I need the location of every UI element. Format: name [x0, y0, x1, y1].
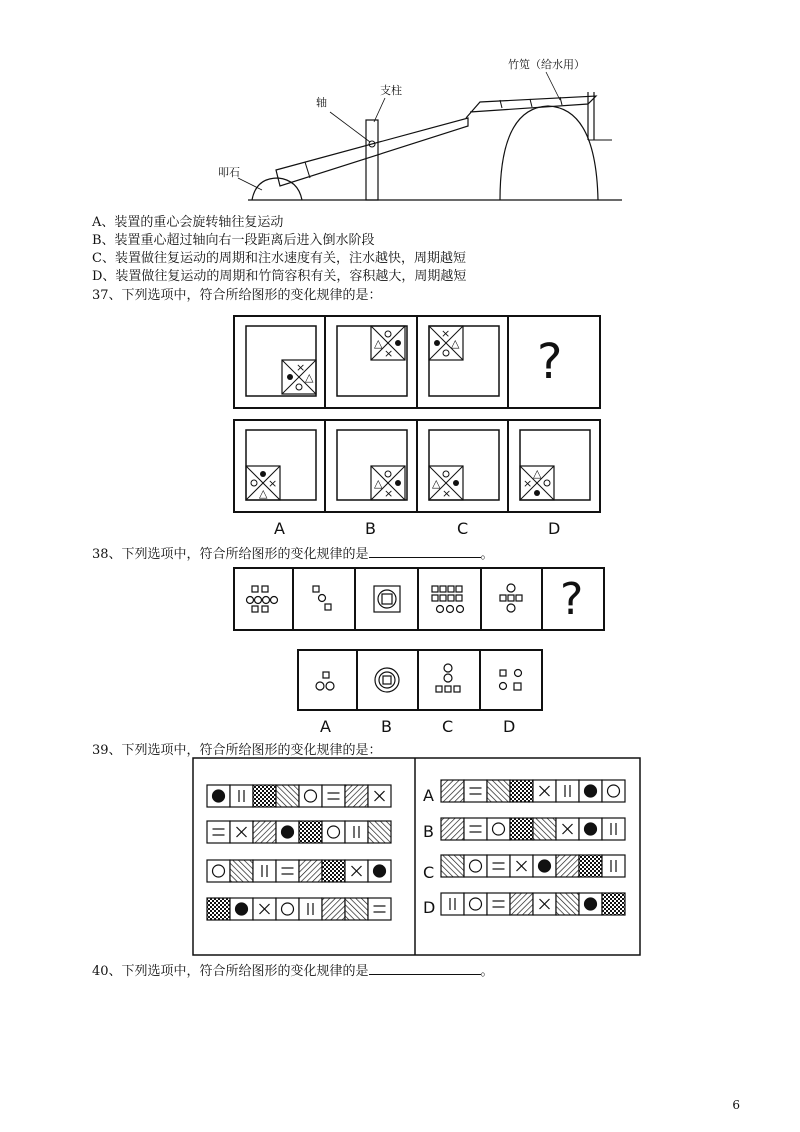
svg-text:△: △ — [451, 337, 460, 350]
strip-cell — [510, 893, 533, 915]
q36-option-a: A、装置的重心会旋转轴往复运动 — [92, 215, 284, 230]
q38-option-a[interactable]: A — [320, 717, 331, 736]
strip-cell — [464, 818, 487, 840]
strip-cell — [533, 818, 556, 840]
svg-text:×: × — [442, 487, 452, 500]
svg-text:×: × — [268, 477, 278, 490]
strip-cell — [602, 780, 625, 802]
strip-cell — [253, 821, 276, 843]
strip-cell — [276, 860, 299, 882]
label-bamboo: 竹笕（给水用） — [508, 58, 585, 71]
svg-text:×: × — [296, 361, 306, 374]
strip-cell — [602, 893, 625, 915]
strip-cell — [276, 785, 299, 807]
svg-text:×: × — [384, 347, 394, 360]
page-number: 6 — [732, 1098, 740, 1112]
strip-cell — [345, 785, 368, 807]
strip-cell — [253, 785, 276, 807]
strip-cell — [230, 785, 253, 807]
strip-cell — [230, 860, 253, 882]
strip-cell — [556, 780, 579, 802]
strip-cell — [276, 898, 299, 920]
q37-option-a[interactable]: A — [274, 519, 285, 538]
strip-cell — [464, 855, 487, 877]
q38-option-c[interactable]: C — [442, 717, 454, 736]
label-axis: 轴 — [316, 96, 327, 109]
q39-stem: 39、下列选项中，符合所给图形的变化规律的是： — [92, 743, 382, 758]
strip-cell — [322, 860, 345, 882]
strip-cell — [299, 785, 322, 807]
strip-cell — [487, 780, 510, 802]
q38-option-d[interactable]: D — [503, 717, 516, 736]
q39-option-a[interactable]: A — [423, 786, 434, 805]
strip-cell — [556, 893, 579, 915]
strip-cell — [299, 860, 322, 882]
q38-question-mark: ? — [560, 574, 584, 625]
strip-cell — [207, 821, 230, 843]
q37-option-b[interactable]: B — [365, 519, 376, 538]
strip-cell — [556, 855, 579, 877]
strip-cell — [322, 821, 345, 843]
strip-cell — [602, 818, 625, 840]
strip-cell — [441, 818, 464, 840]
svg-text:×: × — [441, 327, 451, 340]
q37-question-mark: ? — [537, 334, 563, 390]
svg-text:△: △ — [259, 487, 268, 500]
svg-text:×: × — [523, 477, 533, 490]
svg-text:△: △ — [432, 477, 441, 490]
strip-cell — [510, 780, 533, 802]
label-stone: 叩石 — [218, 166, 240, 179]
strip-cell — [602, 855, 625, 877]
strip-cell — [368, 821, 391, 843]
q40-stem: 40、下列选项中，符合所给图形的变化规律的是 。 — [92, 964, 494, 979]
strip-cell — [345, 898, 368, 920]
strip-cell — [322, 898, 345, 920]
q37-stem: 37、下列选项中，符合所给图形的变化规律的是： — [92, 288, 382, 303]
strip-cell — [322, 785, 345, 807]
q36-option-b: B、装置重心超过轴向右一段距离后进入倒水阶段 — [92, 233, 375, 248]
strip-cell — [253, 860, 276, 882]
strip-cell — [207, 860, 230, 882]
strip-cell — [441, 893, 464, 915]
svg-text:△: △ — [533, 467, 542, 480]
strip-cell — [441, 780, 464, 802]
strip-cell — [368, 898, 391, 920]
q39-option-d[interactable]: D — [423, 898, 436, 917]
strip-cell — [487, 855, 510, 877]
q38-stem: 38、下列选项中，符合所给图形的变化规律的是 。 — [92, 547, 494, 562]
strip-cell — [487, 893, 510, 915]
q36-option-c: C、装置做往复运动的周期和注水速度有关，注水越快，周期越短 — [92, 251, 466, 266]
q37-option-d[interactable]: D — [548, 519, 561, 538]
q37-option-c[interactable]: C — [457, 519, 469, 538]
strip-cell — [441, 855, 464, 877]
strip-cell — [345, 821, 368, 843]
q36-option-d: D、装置做往复运动的周期和竹筒容积有关，容积越大，周期越短 — [92, 269, 467, 284]
svg-text:△: △ — [374, 477, 383, 490]
q38-option-b[interactable]: B — [381, 717, 392, 736]
strip-cell — [579, 855, 602, 877]
svg-text:△: △ — [374, 337, 383, 350]
svg-text:△: △ — [305, 371, 314, 384]
strip-cell — [510, 818, 533, 840]
strip-cell — [464, 780, 487, 802]
strip-cell — [487, 818, 510, 840]
strip-cell — [299, 898, 322, 920]
svg-text:×: × — [384, 487, 394, 500]
strip-cell — [464, 893, 487, 915]
strip-cell — [299, 821, 322, 843]
q39-option-c[interactable]: C — [423, 863, 435, 882]
label-pillar: 支柱 — [380, 84, 402, 97]
q39-option-b[interactable]: B — [423, 822, 434, 841]
strip-cell — [207, 898, 230, 920]
